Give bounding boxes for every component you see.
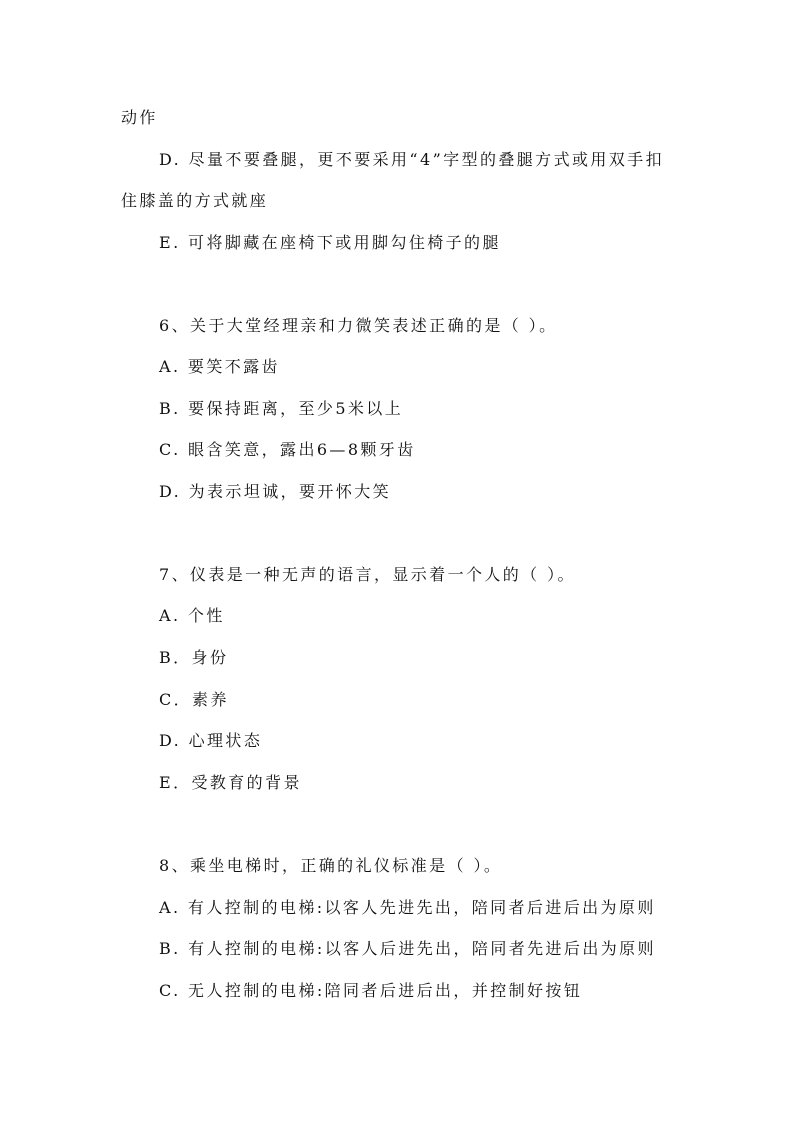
q5-option-e: E. 可将脚藏在座椅下或用脚勾住椅子的腿: [159, 233, 501, 252]
q6-option-c: C. 眼含笑意，露出6—8颗牙齿: [159, 440, 416, 459]
q5-option-d-wrap: 住膝盖的方式就座: [121, 191, 269, 210]
q7-option-d: D. 心理状态: [159, 731, 263, 750]
q7-option-a: A. 个性: [159, 606, 225, 625]
q7-option-e: E．受教育的背景: [159, 773, 302, 792]
q6-option-b: B. 要保持距离，至少5米以上: [159, 399, 404, 418]
q6-stem: 6、关于大堂经理亲和力微笑表述正确的是（ ）。: [159, 316, 558, 335]
q8-option-b: B. 有人控制的电梯:以客人后进先出，陪同者先进后出为原则: [159, 939, 656, 958]
q8-stem: 8、乘坐电梯时，正确的礼仪标准是（ ）。: [159, 856, 503, 875]
q5-continuation-text: 动作: [121, 108, 158, 127]
q5-option-d: D. 尽量不要叠腿，更不要采用“4”字型的叠腿方式或用双手扣: [159, 150, 664, 169]
q7-option-c: C．素养: [159, 690, 229, 709]
q8-option-a: A. 有人控制的电梯:以客人先进先出，陪同者后进后出为原则: [159, 898, 656, 917]
q8-option-c: C. 无人控制的电梯:陪同者后进后出，并控制好按钮: [159, 981, 583, 1000]
q6-option-d: D. 为表示坦诚，要开怀大笑: [159, 482, 392, 501]
q7-option-b: B．身份: [159, 648, 229, 667]
q7-stem: 7、仪表是一种无声的语言，显示着一个人的（ ）。: [159, 565, 576, 584]
q6-option-a: A. 要笑不露齿: [159, 357, 280, 376]
